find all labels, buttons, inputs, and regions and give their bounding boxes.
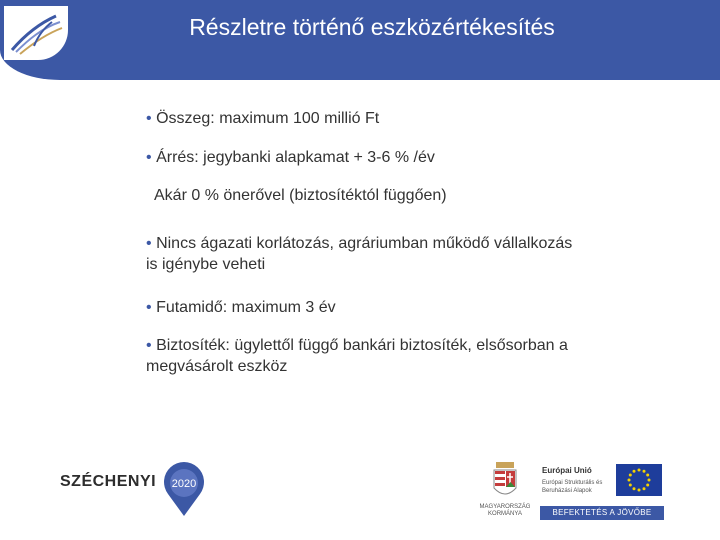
szechenyi-text: SZÉCHENYI	[60, 473, 157, 490]
list-item	[146, 233, 586, 275]
page-title: Részletre történő eszközértékesítés	[189, 14, 555, 40]
eu-funding-logo	[540, 462, 664, 522]
szechenyi-year: 2020	[171, 478, 197, 490]
bullet-marker: •	[146, 110, 152, 127]
header-bar	[0, 0, 720, 80]
eu-subtitle: Európai Strukturális és Beruházási Alapok	[542, 480, 603, 494]
list-item-text: Összeg: maximum 100 millió Ft	[156, 110, 380, 127]
eu-slogan-band: BEFEKTETÉS A JÖVŐBE	[540, 506, 664, 520]
szechenyi-pin-icon	[162, 462, 206, 517]
government-label-line2: KORMÁNYA	[488, 511, 522, 517]
government-label-line1: MAGYARORSZÁG	[479, 504, 531, 510]
list-item	[146, 297, 666, 318]
list-item-text: Akár 0 % önerővel (biztosítéktól függően)	[154, 187, 447, 204]
coat-of-arms-icon	[474, 460, 536, 504]
logo-swoosh-icon	[4, 6, 68, 60]
list-item	[146, 335, 636, 377]
list-item	[146, 108, 666, 129]
eu-title: Európai Unió	[542, 466, 592, 475]
logo	[4, 6, 68, 60]
szechenyi-logo	[60, 462, 205, 517]
bullet-marker: •	[146, 149, 152, 166]
list-item	[146, 147, 666, 168]
list-item-text: Nincs ágazati korlátozás, agráriumban működő vállalkozás is igénybe veheti	[146, 235, 573, 273]
list-item-text: Árrés: jegybanki alapkamat + 3-6 % /év	[156, 149, 435, 166]
list-item-text: Futamidő: maximum 3 év	[156, 299, 336, 316]
bullet-marker: •	[146, 235, 152, 252]
government-label	[474, 504, 536, 518]
bullet-marker: •	[146, 337, 152, 354]
hungary-government-logo	[474, 460, 536, 522]
list-item-text: Biztosíték: ügylettől függő bankári biztosíték, elsősorban a megvásárolt eszköz	[146, 337, 568, 375]
eu-flag-icon	[616, 464, 662, 496]
list-item	[154, 185, 674, 206]
bullet-marker: •	[146, 299, 152, 316]
